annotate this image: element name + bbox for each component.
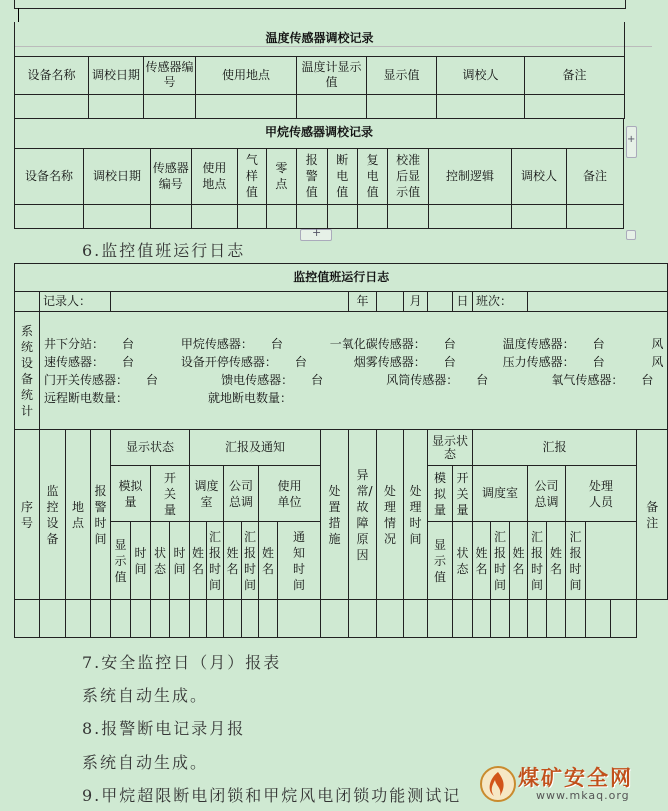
col-report-time-5: 汇报时间 [566,522,586,600]
col-time-2: 时间 [170,522,190,600]
device-stat: 氧气传感器： 台 [551,372,654,387]
methane-header: 复电值 [357,148,387,204]
device-line [44,371,663,389]
col-remark: 备注 [637,430,668,600]
device-stat: 温度传感器： 台 [502,336,605,351]
device-stat: 压力传感器： 台 [502,354,605,369]
device-stat: 风筒传感器： 台 [386,372,489,387]
col-report-time-4: 汇报时间 [528,522,547,600]
recorder-field[interactable] [111,292,349,312]
temp-table-title: 温度传感器调校记录 [15,22,625,56]
col-analog: 模拟量 [111,466,151,522]
recorder-label: 记录人： [40,292,111,312]
col-company: 公司总调 [224,466,259,522]
section-9-heading: 9.甲烷超限断电闭锁和甲烷风电闭锁功能测试记 [82,786,462,805]
table-resize-handle[interactable] [626,230,636,240]
flame-logo-icon [478,764,518,804]
col-measures: 处置措施 [321,430,349,600]
methane-header: 校准后显示值 [388,148,429,204]
col-analog-2: 模拟量 [428,466,453,522]
methane-header: 控制逻辑 [428,148,511,204]
col-handler: 处理人员 [566,466,637,522]
col-company-2: 公司总调 [528,466,566,522]
col-report-time-3: 汇报时间 [491,522,510,600]
col-switch: 开关量 [151,466,190,522]
auto-generated-text-2: 系统自动生成。 [82,753,209,772]
device-stat: 井下分站： 台 [44,336,135,351]
temp-sensor-table [14,22,625,119]
methane-header: 报警值 [297,148,327,204]
methane-table-title: 甲烷传感器调校记录 [15,118,624,148]
methane-header: 设备名称 [15,148,84,204]
log-empty-row [15,600,668,638]
auto-generated-text-1: 系统自动生成。 [82,686,209,705]
col-switch-2: 开关量 [453,466,473,522]
col-name: 姓名 [190,522,207,600]
watermark-url: www.mkaq.org [536,789,630,802]
temp-header: 设备名称 [15,56,89,94]
shift-field[interactable] [528,292,668,312]
col-handle-time: 处理时间 [404,430,428,600]
col-display-val-2: 显示值 [428,522,453,600]
col-status: 状态 [151,522,170,600]
plus-icon: + [627,134,636,145]
col-display-status-2: 显示状态 [428,430,473,466]
col-notify-time: 通知时间 [278,522,321,600]
col-name-3: 姓名 [259,522,278,600]
temp-header: 使用地点 [196,56,297,94]
col-display-status: 显示状态 [111,430,190,466]
month-label: 月 [404,292,428,312]
device-stat: 设备开停传感器： 台 [180,354,307,369]
methane-header: 断电值 [327,148,357,204]
col-alarm-time: 报警时间 [91,430,111,600]
col-status-2: 状态 [453,522,473,600]
section-8-heading: 8.报警断电记录月报 [82,719,246,738]
methane-header: 气样值 [238,148,266,204]
col-name-2: 姓名 [224,522,242,600]
col-fault-cause: 异常/故障原因 [349,430,377,600]
col-report-time-2: 汇报时间 [242,522,259,600]
col-device: 监控设备 [40,430,66,600]
device-line [44,335,663,353]
temp-header: 温度计显示值 [297,56,367,94]
device-stat: 风 [651,354,664,369]
watermark-brand: 煤矿安全网 [518,765,633,790]
col-seq: 序号 [15,430,40,600]
col-name-6: 姓名 [547,522,566,600]
device-stat: 烟雾传感器： 台 [353,354,456,369]
col-report: 汇报 [473,430,637,466]
plus-icon: + [312,226,322,239]
col-name-5: 姓名 [510,522,528,600]
device-stat: 甲烷传感器： 台 [180,336,283,351]
device-stats-content [40,312,668,430]
section-6-heading: 6.监控值班运行日志 [82,241,246,260]
year-field[interactable] [377,292,404,312]
methane-header: 备注 [566,148,623,204]
shift-label: 班次： [473,292,528,312]
temp-header: 调校日期 [89,56,144,94]
top-table-remnant [14,0,626,9]
device-stat: 速传感器： 台 [44,354,135,369]
duty-log-table [14,263,668,638]
methane-empty-row [15,204,624,228]
col-dispatch-2: 调度室 [473,466,528,522]
methane-header: 使用地点 [191,148,238,204]
methane-sensor-table [14,118,624,229]
methane-header: 零点 [266,148,296,204]
temp-header: 传感器编号 [144,56,196,94]
col-report-time: 汇报时间 [207,522,224,600]
col-time: 时间 [131,522,151,600]
duty-log-title: 监控值班运行日志 [15,264,668,292]
table-add-row-handle[interactable] [300,226,332,241]
year-label: 年 [349,292,377,312]
col-dispatch: 调度室 [190,466,224,522]
col-name-4: 姓名 [473,522,491,600]
device-stat: 门开关传感器： 台 [44,372,159,387]
col-display-val: 显示值 [111,522,131,600]
device-line [44,389,663,407]
temp-header: 调校人 [437,56,525,94]
device-stat: 风 [651,336,664,351]
temp-empty-row [15,94,625,118]
temp-header: 备注 [525,56,625,94]
section-7-heading: 7.安全监控日（月）报表 [82,653,282,672]
methane-header: 调校人 [512,148,567,204]
methane-header: 调校日期 [84,148,151,204]
device-line [44,353,663,371]
device-stat: 远程断电数量： [44,390,129,405]
col-user-unit: 使用单位 [259,466,321,522]
day-label: 日 [453,292,473,312]
site-watermark [478,762,648,806]
temp-header: 显示值 [367,56,437,94]
col-report-notify: 汇报及通知 [190,430,321,466]
col-location: 地点 [66,430,91,600]
device-stats-label: 系统设备统计 [15,312,40,430]
device-stat: 馈电传感器： 台 [221,372,324,387]
month-field[interactable] [428,292,453,312]
device-stat: 一氧化碳传感器： 台 [329,336,456,351]
table-add-column-handle[interactable] [626,126,637,158]
text-cursor [18,8,19,22]
methane-header: 传感器编号 [150,148,191,204]
device-stat: 就地断电数量： [208,390,293,405]
col-handling: 处理情况 [377,430,404,600]
